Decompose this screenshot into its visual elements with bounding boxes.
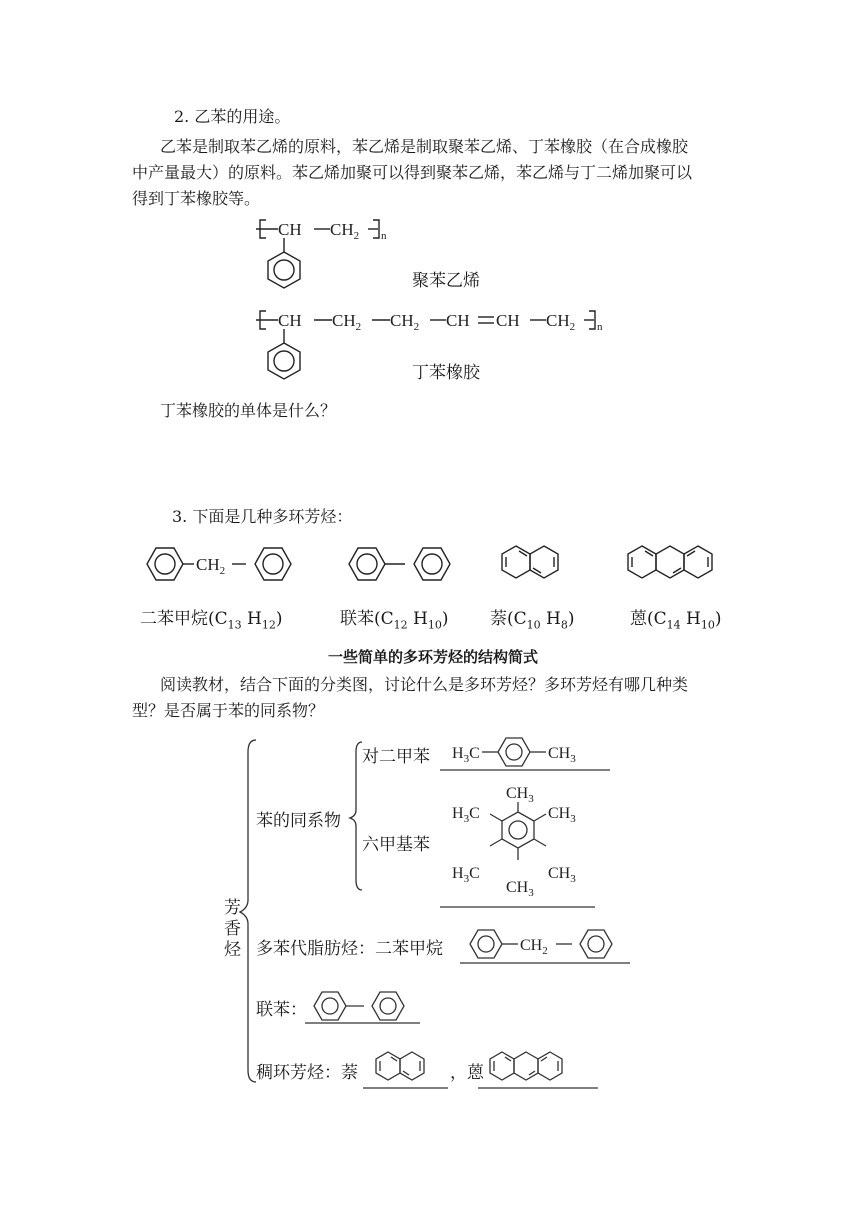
svg-text:CH3: $CH_3$ (506, 785, 534, 805)
compound-name: 萘 (490, 609, 507, 629)
svg-text:CH2: $CH_2$ (196, 555, 226, 577)
polycyclic-structures (130, 536, 740, 596)
diagram-p-xylene-label: 对二甲苯 (362, 747, 430, 767)
figure-caption: 一些简单的多环芳烃的结构简式 (328, 648, 539, 666)
svg-text:CH3: $CH_3$ (548, 805, 576, 825)
section2-heading: 2. 乙苯的用途。 (174, 107, 291, 126)
section2-para-line3: 得到丁苯橡胶等。 (132, 189, 261, 208)
svg-text:CH: CH (446, 311, 470, 330)
compound-formula: $C_{10}$ $H_8$ (513, 609, 568, 632)
svg-text:CH: CH (278, 311, 302, 330)
svg-text:n: n (381, 230, 387, 242)
classification-diagram (220, 730, 650, 1100)
diagram-root-label: 芳香烃 (224, 898, 241, 960)
section3-para-line2: 型？是否属于苯的同系物？ (132, 701, 325, 720)
svg-text:CH2: $CH_2$ (546, 311, 576, 333)
compound-formula: $C_{12}$ $H_{10}$ (380, 609, 442, 632)
svg-text:CH2: $CH_2$ (520, 937, 548, 957)
section2-para-line1: 乙苯是制取苯乙烯的原料，苯乙烯是制取聚苯乙烯、丁苯橡胶（在合成橡胶 (160, 137, 689, 156)
diagram-fused-label: 稠环芳烃：萘 (256, 1063, 358, 1083)
svg-text:n: n (597, 321, 603, 333)
diagram-anthracene-label: ，蒽 (450, 1063, 484, 1083)
compound-name: 二苯甲烷 (140, 609, 208, 629)
compound-naphthalene: 萘($C_{10}$ $H_8$) (490, 609, 575, 632)
svg-text:CH3: $CH_3$ (548, 745, 576, 765)
svg-text:CH: CH (496, 311, 520, 330)
compound-biphenyl: 联苯($C_{12}$ $H_{10}$) (340, 609, 449, 632)
compound-formula: $C_{13}$ $H_{12}$ (214, 609, 276, 632)
polystyrene-label: 聚苯乙烯 (412, 271, 480, 291)
svg-text:H3C: $H_3C$ (452, 805, 480, 825)
compound-name: 联苯 (340, 609, 374, 629)
compound-formula: $C_{14}$ $H_{10}$ (653, 609, 715, 632)
svg-text:CH2: $CH_2$ (390, 311, 420, 333)
svg-text:H3C: $H_3C$ (452, 865, 480, 885)
compound-diphenylmethane: 二苯甲烷($C_{13}$ $H_{12}$) (140, 609, 283, 632)
sbr-monomer-question: 丁苯橡胶的单体是什么？ (160, 401, 337, 420)
diagram-hexamethylbenzene-label: 六甲基苯 (362, 835, 430, 855)
svg-text:H3C: $H_3C$ (452, 745, 480, 765)
section3-heading: 3. 下面是几种多环芳烃： (172, 507, 353, 526)
svg-text:CH2: $CH_2$ (332, 311, 362, 333)
diagram-polyphenyl-aliphatic-label: 多苯代脂肪烃：二苯甲烷 (256, 939, 443, 959)
section3-para-line1: 阅读教材，结合下面的分类图，讨论什么是多环芳烃？多环芳烃有哪几种类 (160, 675, 689, 694)
diagram-biphenyl-label: 联苯： (256, 1000, 307, 1020)
svg-text:CH3: $CH_3$ (548, 865, 576, 885)
section2-para-line2: 中产量最大）的原料。苯乙烯加聚可以得到聚苯乙烯，苯乙烯与丁二烯加聚可以 (132, 163, 693, 182)
svg-text:CH2: $CH_2$ (330, 220, 360, 242)
svg-text:CH3: $CH_3$ (506, 879, 534, 899)
compound-name: 蒽 (630, 609, 647, 629)
sbr-label: 丁苯橡胶 (412, 363, 480, 383)
svg-text:CH: CH (278, 220, 302, 239)
diagram-homologs-label: 苯的同系物 (256, 811, 341, 831)
compound-anthracene: 蒽($C_{14}$ $H_{10}$) (630, 609, 722, 632)
